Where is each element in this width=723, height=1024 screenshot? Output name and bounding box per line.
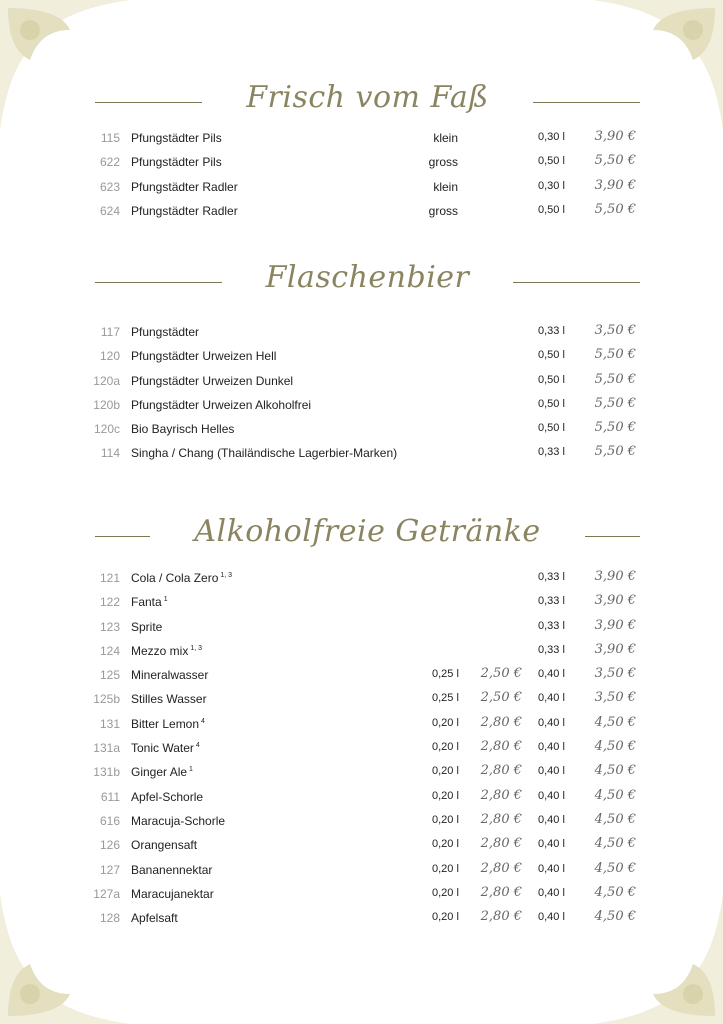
small-price: 2,80 € (480, 787, 522, 803)
item-name: Apfelsaft (131, 911, 178, 926)
item-list (80, 127, 640, 224)
price: 3,90 € (594, 593, 636, 609)
menu-item-row (80, 127, 640, 151)
size: 0,30 l (538, 131, 565, 143)
size: 0,40 l (538, 668, 565, 681)
menu-item-row (80, 616, 640, 640)
price: 5,50 € (594, 153, 636, 169)
size: 0,40 l (538, 862, 565, 875)
menu-item-row (80, 907, 640, 931)
item-number: 131 (99, 716, 120, 731)
price: 5,50 € (594, 347, 636, 363)
item-name: Sprite (131, 619, 163, 634)
item-number: 122 (99, 595, 120, 610)
additive-note: 1 (189, 766, 193, 774)
price: 4,50 € (594, 739, 636, 755)
item-number: 123 (99, 619, 120, 634)
size: 0,40 l (538, 741, 565, 754)
size: 0,40 l (538, 886, 565, 899)
additive-note: 1, 3 (190, 644, 203, 652)
item-name: Pfungstädter Urweizen Alkoholfrei (131, 397, 312, 412)
small-price: 2,80 € (480, 739, 522, 755)
item-number: 125b (93, 692, 120, 707)
item-name: Mineralwasser (131, 668, 209, 683)
price: 5,50 € (594, 420, 636, 436)
item-name: Pfungstädter Radler (131, 179, 238, 194)
item-name: Cola / Cola Zero (131, 571, 219, 585)
menu-item-row (80, 151, 640, 175)
size: 0,40 l (538, 789, 565, 802)
menu-item-row (80, 883, 640, 907)
size: 0,40 l (538, 813, 565, 826)
price: 4,50 € (594, 787, 636, 803)
small-size: 0,20 l (432, 862, 459, 875)
size: 0,40 l (538, 765, 565, 778)
small-size: 0,20 l (432, 813, 459, 826)
item-name: Bio Bayrisch Helles (131, 422, 235, 437)
small-size: 0,20 l (432, 886, 459, 899)
price: 5,50 € (594, 371, 636, 387)
small-price: 2,80 € (480, 860, 522, 876)
item-name: Tonic Water (131, 741, 194, 756)
size: 0,33 l (538, 595, 565, 608)
size: 0,50 l (538, 373, 565, 386)
menu-item-row (80, 859, 640, 883)
size: 0,50 l (538, 349, 565, 362)
additive-note: 4 (195, 742, 200, 750)
section-title: Alkoholfreie Getränke (150, 514, 584, 549)
item-name: Pfungstädter Urweizen Dunkel (131, 373, 294, 388)
item-name: Singha / Chang (Thailändische Lagerbier-Marken) (131, 446, 398, 461)
menu-item-row (80, 761, 640, 785)
item-variant: gross (428, 203, 458, 218)
size: 0,33 l (538, 571, 565, 583)
size: 0,33 l (538, 446, 565, 459)
item-number: 115 (100, 131, 120, 145)
size: 0,33 l (538, 619, 565, 632)
additive-note: 1, 3 (220, 572, 233, 579)
small-price: 2,80 € (480, 836, 522, 852)
item-number: 120b (93, 397, 120, 412)
section-header (95, 512, 640, 562)
menu-item-row (80, 567, 640, 591)
small-size: 0,20 l (432, 716, 459, 729)
small-size: 0,20 l (432, 838, 459, 851)
item-number: 120 (99, 349, 120, 364)
section-header (95, 258, 640, 308)
price: 4,50 € (594, 884, 636, 900)
additive-note: 4 (201, 717, 205, 725)
small-size: 0,20 l (432, 765, 459, 778)
price: 5,50 € (594, 201, 636, 217)
small-price: 2,80 € (480, 884, 522, 900)
item-list (80, 321, 640, 467)
price: 3,90 € (594, 177, 636, 193)
item-name: Mezzo mix (131, 643, 189, 658)
menu-item-row (80, 321, 640, 345)
small-size: 0,25 l (432, 692, 459, 705)
small-price: 2,80 € (480, 714, 522, 730)
size: 0,40 l (538, 716, 565, 729)
item-number: 121 (99, 571, 120, 585)
size: 0,33 l (538, 325, 565, 337)
item-name: Pfungstädter Radler (131, 203, 238, 218)
item-number: 131b (93, 765, 120, 780)
section-title: Frisch vom Faß (202, 80, 533, 115)
size: 0,40 l (538, 692, 565, 705)
item-number: 616 (99, 813, 120, 828)
price: 4,50 € (594, 909, 636, 925)
item-number: 623 (99, 179, 120, 194)
section-title: Flaschenbier (222, 260, 514, 295)
section-header (95, 78, 640, 128)
price: 4,50 € (594, 714, 636, 730)
menu-item-row (80, 394, 640, 418)
menu-item-row (80, 418, 640, 442)
menu-item-row (80, 442, 640, 466)
item-name: Maracuja-Schorle (131, 813, 226, 828)
menu-item-row (80, 810, 640, 834)
item-variant: klein (433, 131, 458, 145)
item-list (80, 567, 640, 931)
additive-note: 1 (163, 596, 168, 604)
small-size: 0,25 l (432, 668, 459, 681)
item-name: Pfungstädter Pils (131, 155, 222, 170)
price: 3,50 € (594, 690, 636, 706)
menu-item-row (80, 640, 640, 664)
item-number: 124 (99, 643, 120, 658)
small-price: 2,80 € (480, 811, 522, 827)
item-variant: klein (433, 179, 458, 194)
size: 0,50 l (538, 203, 565, 216)
item-name: Fanta (131, 595, 162, 610)
small-price: 2,80 € (480, 763, 522, 779)
item-number: 126 (99, 838, 120, 853)
small-price: 2,50 € (480, 666, 522, 682)
item-name: Apfel-Schorle (131, 789, 204, 804)
item-number: 127a (93, 886, 120, 901)
size: 0,40 l (538, 838, 565, 851)
price: 4,50 € (594, 836, 636, 852)
price: 4,50 € (594, 811, 636, 827)
item-number: 117 (100, 325, 120, 339)
price: 3,90 € (594, 129, 636, 144)
small-size: 0,20 l (432, 789, 459, 802)
item-name: Orangensaft (131, 838, 198, 853)
item-number: 120c (93, 422, 120, 437)
size: 0,50 l (538, 397, 565, 410)
size: 0,33 l (538, 643, 565, 656)
item-name: Maracujanektar (131, 886, 214, 901)
size: 0,50 l (538, 422, 565, 435)
item-name: Stilles Wasser (131, 692, 207, 707)
item-name: Ginger Ale (131, 765, 188, 780)
menu-item-row (80, 786, 640, 810)
price: 5,50 € (594, 395, 636, 411)
menu-item-row (80, 176, 640, 200)
menu-item-row (80, 591, 640, 615)
item-number: 624 (99, 203, 120, 218)
price: 3,50 € (594, 666, 636, 682)
small-size: 0,20 l (432, 911, 459, 924)
price: 5,50 € (594, 444, 636, 460)
item-name: Pfungstädter Pils (131, 131, 222, 145)
item-number: 120a (93, 373, 120, 388)
item-name: Bananennektar (131, 862, 213, 877)
item-number: 622 (99, 155, 120, 170)
price: 4,50 € (594, 860, 636, 876)
item-number: 611 (100, 789, 120, 804)
price: 3,90 € (594, 641, 636, 657)
price: 4,50 € (594, 763, 636, 779)
item-number: 128 (99, 911, 120, 926)
small-size: 0,20 l (432, 741, 459, 754)
item-number: 114 (100, 446, 120, 461)
item-name: Pfungstädter (131, 325, 200, 339)
item-variant: gross (428, 155, 458, 170)
item-name: Bitter Lemon (131, 716, 200, 731)
menu-item-row (80, 688, 640, 712)
price: 3,90 € (594, 569, 636, 584)
size: 0,50 l (538, 155, 565, 168)
menu-item-row (80, 737, 640, 761)
menu-item-row (80, 370, 640, 394)
menu-item-row (80, 713, 640, 737)
item-number: 127 (99, 862, 120, 877)
small-price: 2,80 € (480, 909, 522, 925)
item-name: Pfungstädter Urweizen Hell (131, 349, 277, 364)
price: 3,50 € (594, 323, 636, 338)
menu-item-row (80, 200, 640, 224)
menu-item-row (80, 345, 640, 369)
small-price: 2,50 € (480, 690, 522, 706)
menu-item-row (80, 834, 640, 858)
price: 3,90 € (594, 617, 636, 633)
size: 0,30 l (538, 179, 565, 192)
item-number: 125 (99, 668, 120, 683)
size: 0,40 l (538, 911, 565, 924)
menu-item-row (80, 664, 640, 688)
item-number: 131a (93, 741, 120, 756)
